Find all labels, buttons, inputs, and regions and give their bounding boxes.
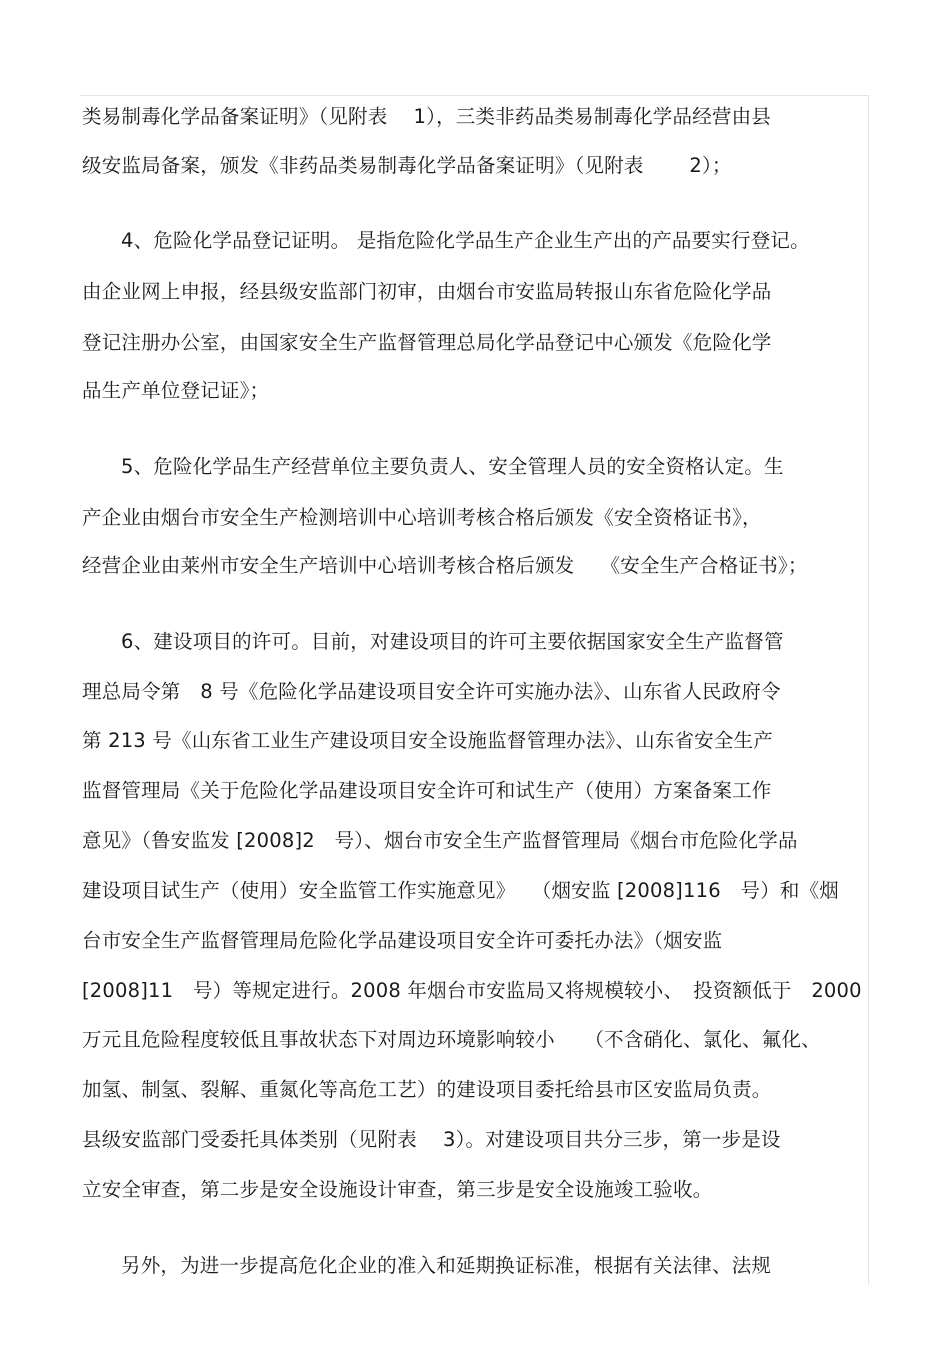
paragraph-line: 产企业由烟台市安全生产检测培训中心培训考核合格后颁发《安全资格证书》， (82, 506, 762, 529)
paragraph-line: 理总局令第 8 号《危险化学品建设项目安全许可实施办法》、山东省人民政府令 (82, 680, 781, 703)
paragraph-line: 县级安监部门受委托具体类别（见附表 3）。对建设项目共分三步，第一步是设 (82, 1128, 781, 1151)
paragraph-line: 5、危险化学品生产经营单位主要负责人、安全管理人员的安全资格认定。生 (121, 455, 784, 478)
paragraph-line: 另外，为进一步提高危化企业的准入和延期换证标准，根据有关法律、法规 (121, 1254, 772, 1277)
paragraph-line: 登记注册办公室，由国家安全生产监督管理总局化学品登记中心颁发《危险化学 (82, 331, 772, 354)
paragraph-line: [2008]11 号）等规定进行。2008 年烟台市安监局又将规模较小、 投资额低于 2000 (82, 979, 862, 1002)
paragraph-line: 经营企业由莱州市安全生产培训中心培训考核合格后颁发 《安全生产合格证书》； (82, 554, 808, 577)
paragraph-line: 级安监局备案，颁发《非药品类易制毒化学品备案证明》（见附表 2）； (82, 154, 732, 177)
paragraph-line: 立安全审查，第二步是安全设施设计审查，第三步是安全设施竣工验收。 (82, 1178, 713, 1201)
paragraph-line: 由企业网上申报，经县级安监部门初审，由烟台市安监局转报山东省危险化学品 (82, 280, 772, 303)
paragraph-line: 第 213 号《山东省工业生产建设项目安全设施监督管理办法》、山东省安全生产 (82, 729, 773, 752)
paragraph-line: 4、危险化学品登记证明。 是指危险化学品生产企业生产出的产品要实行登记。 (121, 229, 810, 252)
paragraph-line: 类易制毒化学品备案证明》（见附表 1），三类非药品类易制毒化学品经营由县 (82, 105, 772, 128)
paragraph-line: 品生产单位登记证》； (82, 379, 270, 402)
paragraph-line: 万元且危险程度较低且事故状态下对周边环境影响较小 （不含硝化、氯化、氟化、 (82, 1028, 821, 1051)
paragraph-line: 建设项目试生产（使用）安全监管工作实施意见》 （烟安监 [2008]116 号）和《烟 (82, 879, 840, 902)
paragraph-line: 监督管理局《关于危险化学品建设项目安全许可和试生产（使用）方案备案工作 (82, 779, 772, 802)
paragraph-line: 6、建设项目的许可。目前，对建设项目的许可主要依据国家安全生产监督管 (121, 630, 784, 653)
paragraph-line: 意见》（鲁安监发 [2008]2 号）、烟台市安全生产监督管理局《烟台市危险化学品 (82, 829, 798, 852)
paragraph-line: 台市安全生产监督管理局危险化学品建设项目安全许可委托办法》（烟安监 (82, 929, 723, 952)
right-divider (868, 95, 869, 1285)
top-divider (80, 95, 868, 96)
paragraph-line: 加氢、制氢、裂解、重氮化等高危工艺）的建设项目委托给县市区安监局负责。 (82, 1078, 772, 1101)
